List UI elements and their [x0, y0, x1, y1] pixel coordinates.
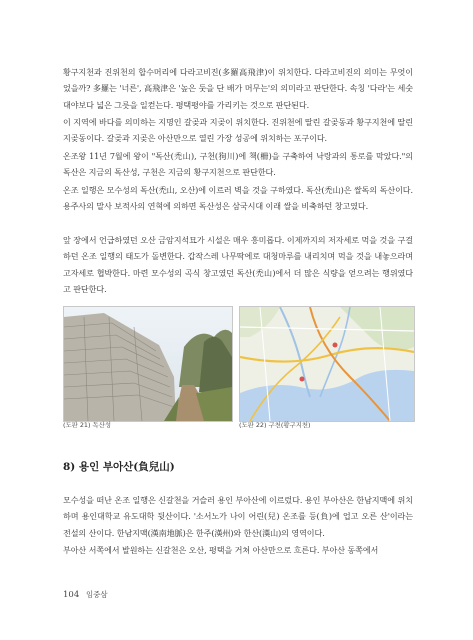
body-paragraph-2: 이 지역에 바다를 의미하는 지명인 갈곶과 지곶이 위치한다. 진위천에 딸린 갈곶동과 황구지천에 딸린 지곶동이다. 갈곶과 지곶은 아산만으로 열린 가장 성공에 위치하는 포구이다. — [63, 117, 413, 144]
fortress-photo — [63, 306, 233, 422]
section-heading: 8) 용인 부아산(負兒山) — [63, 461, 175, 473]
body-paragraph-5: 앞 장에서 언급하였던 오산 금암지석묘가 시설은 매우 흥미롭다. 이제까지의 저자세로 먹을 것을 구걸하던 온조 일행의 태도가 돌변한다. 갑작스레 나무딱에로 대청마루를 내리치며 먹을 것을 내놓으라며 고자세로 협박한다. 마련 모수성의 곡식 창고였던 독산(禿山)에서 더 많은 식량을 얻으려는 행위였다고 판단한다. — [63, 235, 413, 295]
body-paragraph-6: 모수성을 떠난 온조 일행은 신갈천을 거슬러 용인 부아산에 이르렀다. 용인 부아산은 한남지맥에 위치하며 용인대학교 유도대학 뒷산이다. '소서노가 나이 어린(兒) 온조를 등(負)에 업고 오른 산'이라는 전설의 산이다. 한남지맥(漢南地脈)은 한주(漢州)와 한산(漢山)의 영역이다. — [63, 495, 413, 538]
author-name: 임중삼 — [85, 590, 108, 599]
fortress-photo-image — [64, 307, 232, 421]
body-paragraph-4: 온조 일행은 모수성의 독산(禿山, 오산)에 이르러 벽을 것을 구하였다. 독산(禿山)은 쌀독의 독산이다. 용주사의 말사 보적사의 연혁에 의하면 독산성은 삼국시대 이래 쌀을 비축하던 창고였다. — [63, 185, 413, 212]
left-figure-caption: (도판 21) 독산성 — [63, 421, 112, 429]
river-map-image — [240, 307, 414, 421]
river-map — [239, 306, 415, 422]
page-footer — [63, 589, 108, 600]
body-paragraph-1: 황구지천과 진위천의 합수머리에 다라고비진(多羅高飛津)이 위치한다. 다라고비진의 의미는 무엇이었을까? 多羅는 '너른', 高飛津은 '높은 둣을 단 배가 머무는'의 의미라고 판단한다. 속칭 '다라'는 세숫대야보다 넓은 그릇을 일컫는다. 평택평야를 가리키는 것으로 판단된다. — [63, 67, 413, 110]
body-paragraph-3: 온조왕 11년 7월에 왕이 "독산(禿山), 구천(狗川)에 책(柵)을 구축하여 낙랑과의 통로를 막았다."의 독산은 지금의 독산성, 구천은 지금의 황구지천으로 판단한다. — [63, 151, 413, 178]
right-figure-caption: (도판 22) 구천(황구지천) — [239, 421, 311, 429]
body-paragraph-7: 부아산 서쪽에서 발원하는 신갈천은 오산, 평택을 거쳐 아산만으로 흐른다. 부아산 동쪽에서 — [63, 545, 379, 555]
page-number: 104 — [63, 590, 80, 600]
